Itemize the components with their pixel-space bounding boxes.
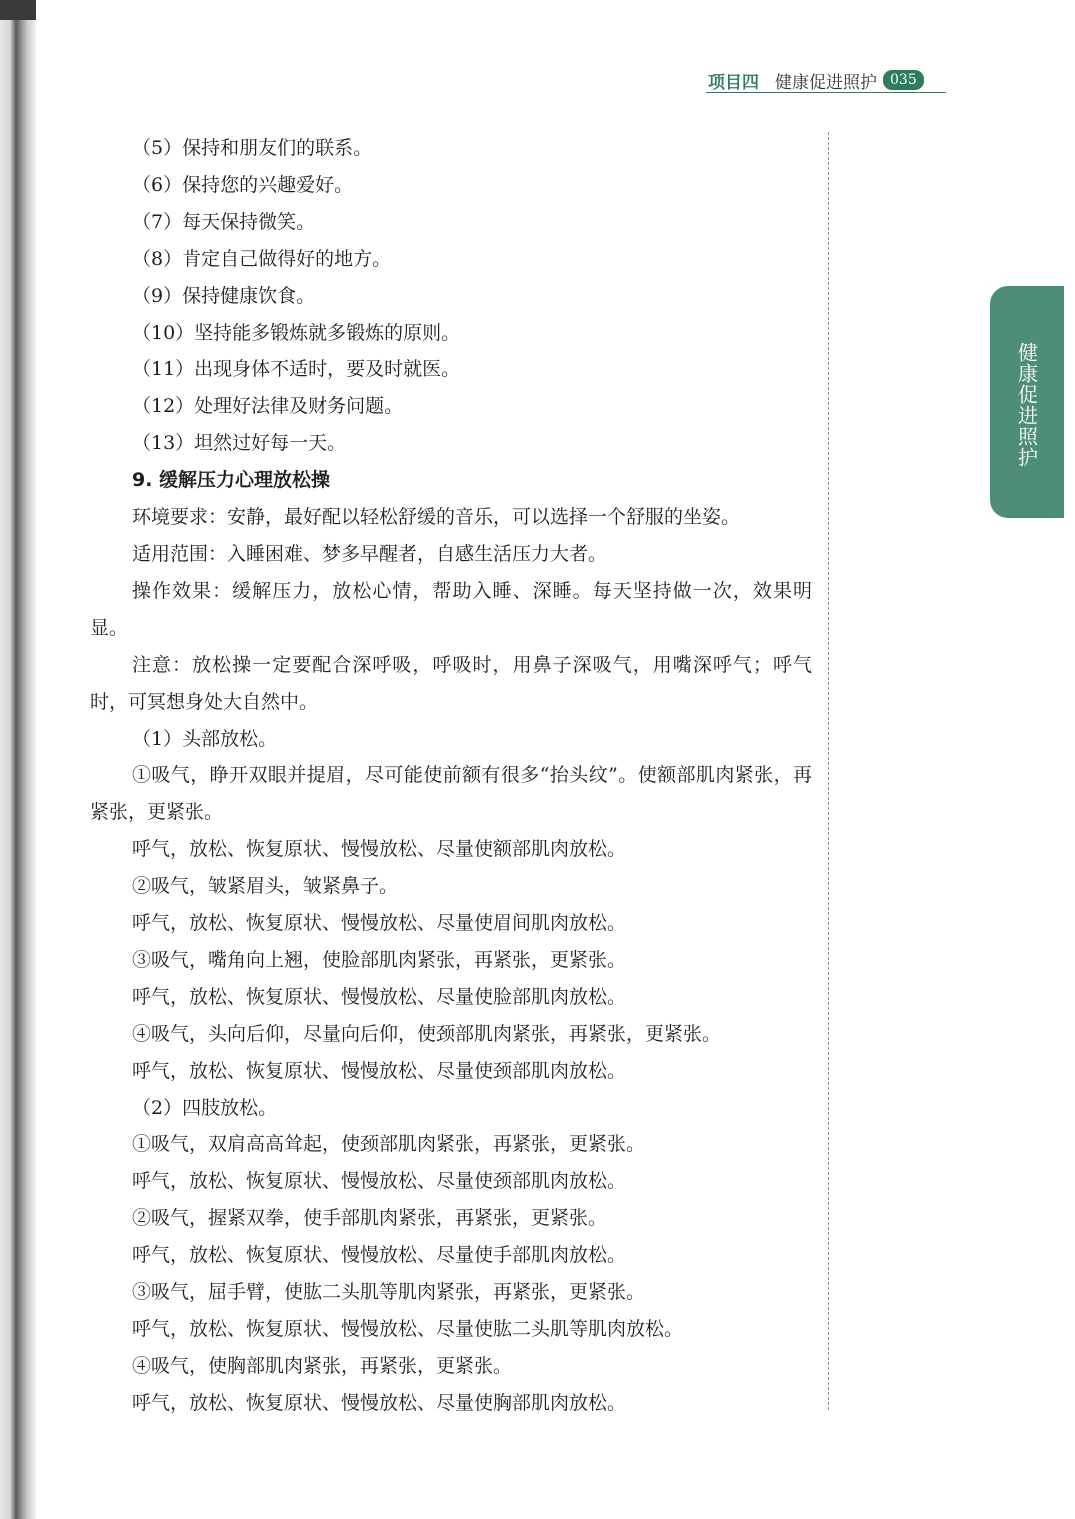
step-item: ②吸气，握紧双拳，使手部肌肉紧张，再紧张，更紧张。 <box>132 1207 608 1230</box>
step-item: 呼气，放松、恢复原状、慢慢放松、尽量使眉间肌肉放松。 <box>132 912 627 935</box>
subsection-title: （2）四肢放松。 <box>132 1096 278 1119</box>
step-item: ③吸气，屈手臂，使肱二头肌等肌肉紧张，再紧张，更紧张。 <box>132 1281 646 1304</box>
step-item: ③吸气，嘴角向上翘，使脸部肌肉紧张，再紧张，更紧张。 <box>132 948 627 971</box>
side-tab-label: 健康促进照护 <box>1014 342 1039 468</box>
step-item: ④吸气，头向后仰，尽量向后仰，使颈部肌肉紧张，再紧张，更紧张。 <box>132 1022 722 1045</box>
chapter-label: 项目四 <box>708 72 759 93</box>
page-number: 035 <box>883 70 924 90</box>
step-item: 呼气，放松、恢复原状、慢慢放松、尽量使手部肌肉放松。 <box>132 1244 627 1267</box>
side-tab <box>990 286 1064 518</box>
running-header <box>708 68 924 92</box>
section-heading: 9. 缓解压力心理放松操 <box>132 469 331 492</box>
header-rule <box>706 92 946 93</box>
list-item: （9）保持健康饮食。 <box>132 284 316 307</box>
list-item: （13）坦然过好每一天。 <box>132 432 347 455</box>
step-item: 呼气，放松、恢复原状、慢慢放松、尽量使额部肌肉放松。 <box>132 838 627 861</box>
list-item: （7）每天保持微笑。 <box>132 210 316 233</box>
list-item: （10）坚持能多锻炼就多锻炼的原则。 <box>132 321 461 344</box>
list-item: （5）保持和朋友们的联系。 <box>132 137 373 159</box>
environment-paragraph: 环境要求：安静，最好配以轻松舒缓的音乐，可以选择一个舒服的坐姿。 <box>132 506 741 529</box>
list-item: （12）处理好法律及财务问题。 <box>132 395 404 418</box>
list-item: （11）出现身体不适时，要及时就医。 <box>132 358 461 381</box>
step-item: 呼气，放松、恢复原状、慢慢放松、尽量使脸部肌肉放松。 <box>132 985 627 1008</box>
page-binding-shadow <box>0 0 36 1519</box>
step-item: 呼气，放松、恢复原状、慢慢放松、尽量使肱二头肌等肌肉放松。 <box>132 1318 684 1340</box>
subsection-title: （1）头部放松。 <box>132 727 278 750</box>
step-item: ④吸气，使胸部肌肉紧张，再紧张，更紧张。 <box>132 1354 513 1377</box>
step-item: 呼气，放松、恢复原状、慢慢放松、尽量使胸部肌肉放松。 <box>132 1391 627 1414</box>
binding-corner <box>0 0 36 20</box>
list-item: （6）保持您的兴趣爱好。 <box>132 173 354 196</box>
effect-paragraph: 操作效果：缓解压力，放松心情，帮助入睡、深睡。每天坚持做一次，效果明显。 <box>90 579 812 639</box>
section-label: 健康促进照护 <box>775 72 877 93</box>
step-item: ①吸气，双肩高高耸起，使颈部肌肉紧张，再紧张，更紧张。 <box>132 1133 646 1156</box>
margin-dashed-line <box>828 132 829 1410</box>
step-item: ①吸气，睁开双眼并提眉，尽可能使前额有很多“抬头纹”。使额部肌肉紧张，再紧张，更紧张。 <box>90 764 812 824</box>
list-item: （8）肯定自己做得好的地方。 <box>132 247 392 270</box>
step-item: ②吸气，皱紧眉头，皱紧鼻子。 <box>132 875 399 898</box>
note-paragraph: 注意：放松操一定要配合深呼吸，呼吸时，用鼻子深吸气，用嘴深呼气；呼气时，可冥想身处大自然中。 <box>90 653 812 713</box>
step-item: 呼气，放松、恢复原状、慢慢放松、尽量使颈部肌肉放松。 <box>132 1170 627 1193</box>
step-item: 呼气，放松、恢复原状、慢慢放松、尽量使颈部肌肉放松。 <box>132 1059 627 1082</box>
scope-paragraph: 适用范围：入睡困难、梦多早醒者，自感生活压力大者。 <box>132 542 608 565</box>
page-body <box>90 130 812 1422</box>
